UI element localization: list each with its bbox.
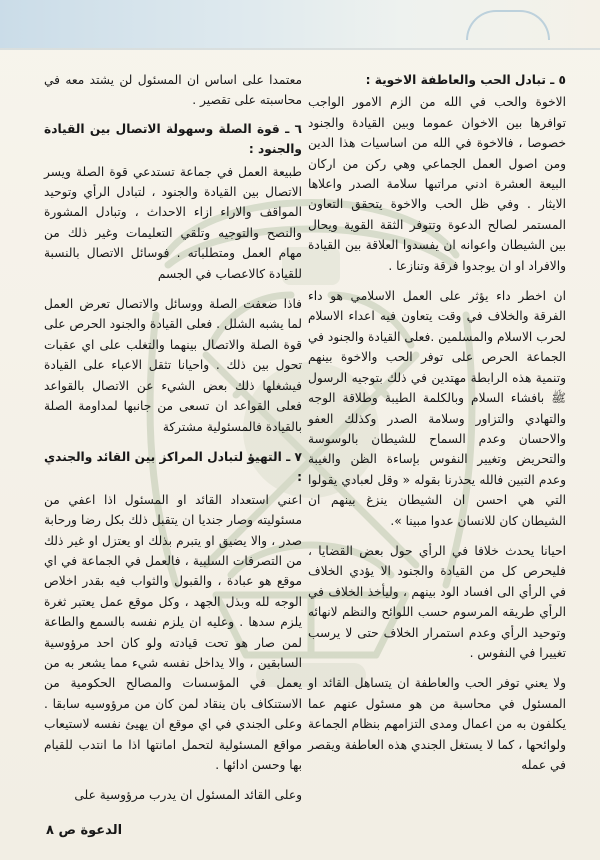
section-6: [44, 119, 302, 437]
header-separator: [0, 48, 600, 50]
section-5-paragraph-4: ولا يعني توفر الحب والعاطفة ان يتساهل القائد او المسئول في محاسبة من هو مسئول عنهم عما يكلفون به من اعمال ومدى التزامهم بنظام الجماعة ولوائحها ، كما لا يستغل الجندي هذه العاطفة ويقصر في عمله: [308, 676, 566, 772]
right-column: [308, 70, 566, 785]
section-7-paragraph-2: وعلى القائد المسئول ان يدرب مرؤوسية على: [74, 788, 302, 803]
section-6-paragraph-1: طبيعة العمل في جماعة تستدعي قوة الصلة ويسر الاتصال بين القيادة والجنود ، لتبادل الرأي وتوحيد المواقف والاراء ازاء الاحداث ، وتبادل المشورة والنصح والتوجيه وتلقي التعليمات وغير ذلك من مهام العمل ومتطلباته . فوسائل الاتصال بالنسبة للقيادة كالاعصاب في الجسم: [44, 164, 302, 281]
left-column: [44, 70, 302, 816]
page-footer: الدعوة ص ٨: [46, 823, 123, 838]
section-5-heading: ٥ ـ تبادل الحب والعاطفة الاخوية :: [365, 73, 566, 87]
section-7-heading: ٧ ـ التهيؤ لتبادل المراكز بين القائد والجندي :: [44, 449, 302, 485]
section-6-paragraph-2: فاذا ضعفت الصلة ووسائل والاتصال تعرض العمل لما يشبه الشلل . فعلى القيادة والجنود الحرص على قوة الصلة والاتصال بينهما والتغلب على اي عقبات تحول بين ذلك . واحيانا تثقل الاعباء على القيادة فيشغلها ذلك بعض الشيء عن الاتصال بالقواعد فعلى القواعد ان تسعى من جانبها لمداومة الصلة بالقيادة فالمسئولية مشتركة: [44, 297, 302, 434]
section-5-paragraph-1: الاخوة والحب في الله من الزم الامور الواجب توافرها بين الاخوان عموما وبين القيادة والجنود خصوصا ، فالاخوة في الله من اساسيات هذا الدين ومن اصول العمل الجماعي وهي ركن من اركان البيعة العشرة ادني مراتبها سلامة الصدر واعلاها الايثار . وفي ظل الحب والاخوة يتحقق التعاون المستمر لصالح الدعوة وتتوفر الثقة القوية ويحال بين الشيطان واعوانه ان يفسدوا العلاقة بين القيادة والافراد او ان يوجدوا فرقة وتنازعا .: [308, 95, 566, 273]
section-7: [44, 447, 302, 806]
section-5-paragraph-2: ان اخطر داء يؤثر على العمل الاسلامي هو داء الفرقة والخلاف في وقت يتعاون فيه اعداء الاسلام لحرب الاسلام والمسلمين .فعلى القيادة والجنود في الجماعة الحرص على توفر الحب والاخوة بينهم وتنمية هذه الرابطة مهتدين في ذلك بتوجيه الرسول ﷺ بافشاء السلام وبالكلمة الطيبة وطلاقة الوجه والتهادي والتزاور وسلامة الصدر وكذلك العفو والاحسان وعدم السماح للشيطان بالوسوسة والتحريض وتغيير النفوس بإساءة الظن والغيبة وعدم التبين فالله يحذرنا بقوله « وقل لعبادي يقولوا التي هي احسن ان الشيطان ينزغ بينهم ان الشيطان كان للانسان عدوا مبينا ».: [308, 289, 566, 528]
section-5: [308, 70, 566, 775]
left-column-opening-text: معتمدا على اساس ان المسئول لن يشتد معه في محاسبته على تقصير .: [44, 73, 302, 108]
section-6-heading: ٦ ـ قوة الصلة وسهولة الاتصال بين القيادة والجنود :: [44, 121, 302, 157]
section-5-paragraph-3: احيانا يحدث خلافا في الرأي حول بعض القضايا ، فليحرص كل من القيادة والجنود الا يؤدي الخلاف في الرأي الى افساد الود بينهم ، وليأخذ الخلاف في الرأي طريقه المرسوم حسب اللوائح والنظم لانهائه وتوحيد الرأي وعدم استمرار الخلاف حتى لا يرسب تغييرا في النفوس .: [308, 543, 566, 660]
section-7-paragraph-1: اعني استعداد القائد او المسئول اذا اعفي من مسئوليته وصار جنديا ان يتقبل ذلك بكل رضا ورحابة صدر ، والا يضيق او يتبرم بذلك او يعتزل او غير ذلك من التصرفات السلبية ، فالعمل في الجماعة في اي موقع هو عبادة ، والقبول والثواب فيه بقدر اخلاص الوجه لله وبذل الجهد ، وكل موقع عمل يعتبر ثغرة يلزم سدها . وعليه ان يلزم نفسه بالسمع والطاعة لمن صار هو تحت قيادته ولو كان احد مرؤوسية السابقين ، والا يداخل نفسه شيء مما يشعر به من يعمل في المؤسسات والمصالح الحكومية من الاستنكاف بان ينقاد لمن كان من مرؤوسيه سابقا . وعلى الجندي في اي موقع ان يهيئ نفسه لاستيعاب مواقع المسئولية لتحمل امانتها اذا ما انتدب للقيام بها وحسن ادائها .: [44, 492, 302, 772]
